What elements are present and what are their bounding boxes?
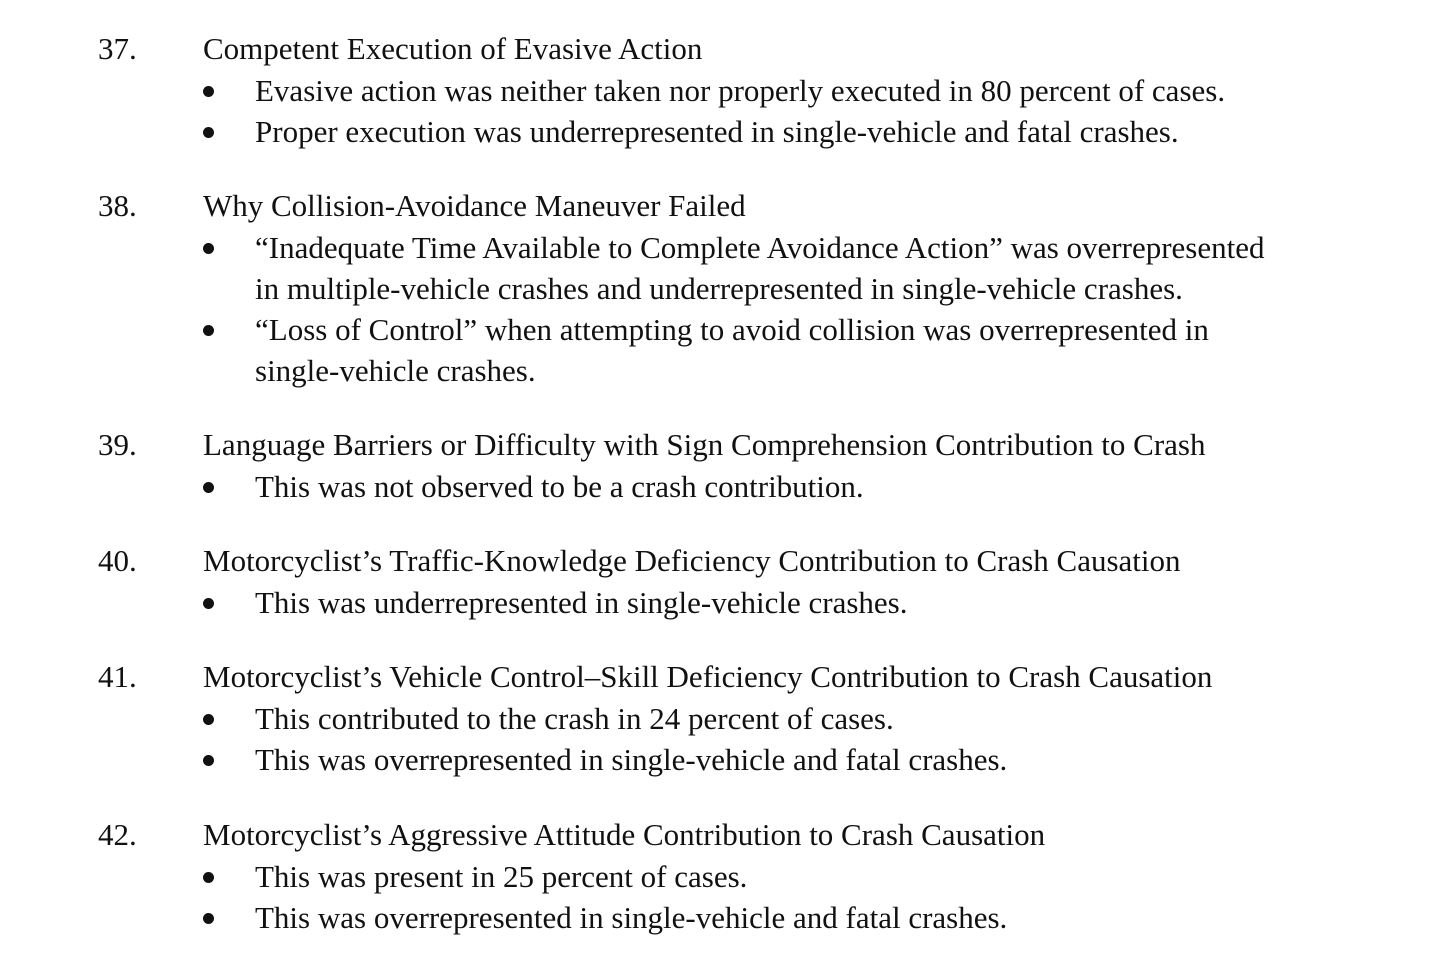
list-item [203,111,1403,152]
bullet-list [203,698,1403,780]
bullet-icon [203,598,214,609]
bullet-list [203,70,1403,152]
list-item [203,582,1403,623]
bullet-text: Proper execution was underrepresented in single-vehicle and fatal crashes. [255,114,1179,149]
list-item [203,897,1403,938]
bullet-text: single-vehicle crashes. [255,353,536,388]
bullet-text: This contributed to the crash in 24 percent of cases. [255,701,894,736]
section-heading: Motorcyclist’s Vehicle Control–Skill Deficiency Contribution to Crash Causation [203,659,1213,694]
bullet-text: in multiple-vehicle crashes and underrepresented in single-vehicle crashes. [255,271,1183,306]
bullet-text: “Loss of Control” when attempting to avoid collision was overrepresented in [255,312,1209,347]
bullet-text: This was overrepresented in single-vehicle and fatal crashes. [255,742,1008,777]
bullet-list [203,582,1403,623]
section-number: 37. [98,31,137,66]
section-heading: Motorcyclist’s Traffic-Knowledge Deficiency Contribution to Crash Causation [203,543,1181,578]
bullet-icon [203,714,214,725]
bullet-text: This was overrepresented in single-vehicle and fatal crashes. [255,900,1008,935]
bullet-text: This was not observed to be a crash contribution. [255,469,864,504]
bullet-icon [203,243,214,254]
bullet-icon [203,127,214,138]
list-item [203,466,1403,507]
list-item [203,227,1403,309]
section-heading: Why Collision-Avoidance Maneuver Failed [203,188,746,223]
list-item [203,70,1403,111]
section-heading: Motorcyclist’s Aggressive Attitude Contribution to Crash Causation [203,817,1046,852]
list-item [203,739,1403,780]
section-heading: Language Barriers or Difficulty with Sign Comprehension Contribution to Crash [203,427,1206,462]
section-number: 39. [98,427,137,462]
bullet-text: This was present in 25 percent of cases. [255,859,748,894]
bullet-text: This was underrepresented in single-vehicle crashes. [255,585,908,620]
bullet-list [203,227,1403,391]
bullet-icon [203,872,214,883]
bullet-text: “Inadequate Time Available to Complete Avoidance Action” was overrepresented [255,230,1265,265]
bullet-list [203,856,1403,938]
bullet-icon [203,913,214,924]
section-number: 41. [98,659,137,694]
bullet-icon [203,86,214,97]
bullet-list [203,466,1403,507]
section-number: 38. [98,188,137,223]
list-item [203,856,1403,897]
section-heading: Competent Execution of Evasive Action [203,31,703,66]
section-number: 42. [98,817,137,852]
bullet-icon [203,755,214,766]
section-number: 40. [98,543,137,578]
list-item [203,698,1403,739]
bullet-icon [203,325,214,336]
list-item [203,309,1403,391]
bullet-text: Evasive action was neither taken nor properly executed in 80 percent of cases. [255,73,1226,108]
bullet-icon [203,482,214,493]
